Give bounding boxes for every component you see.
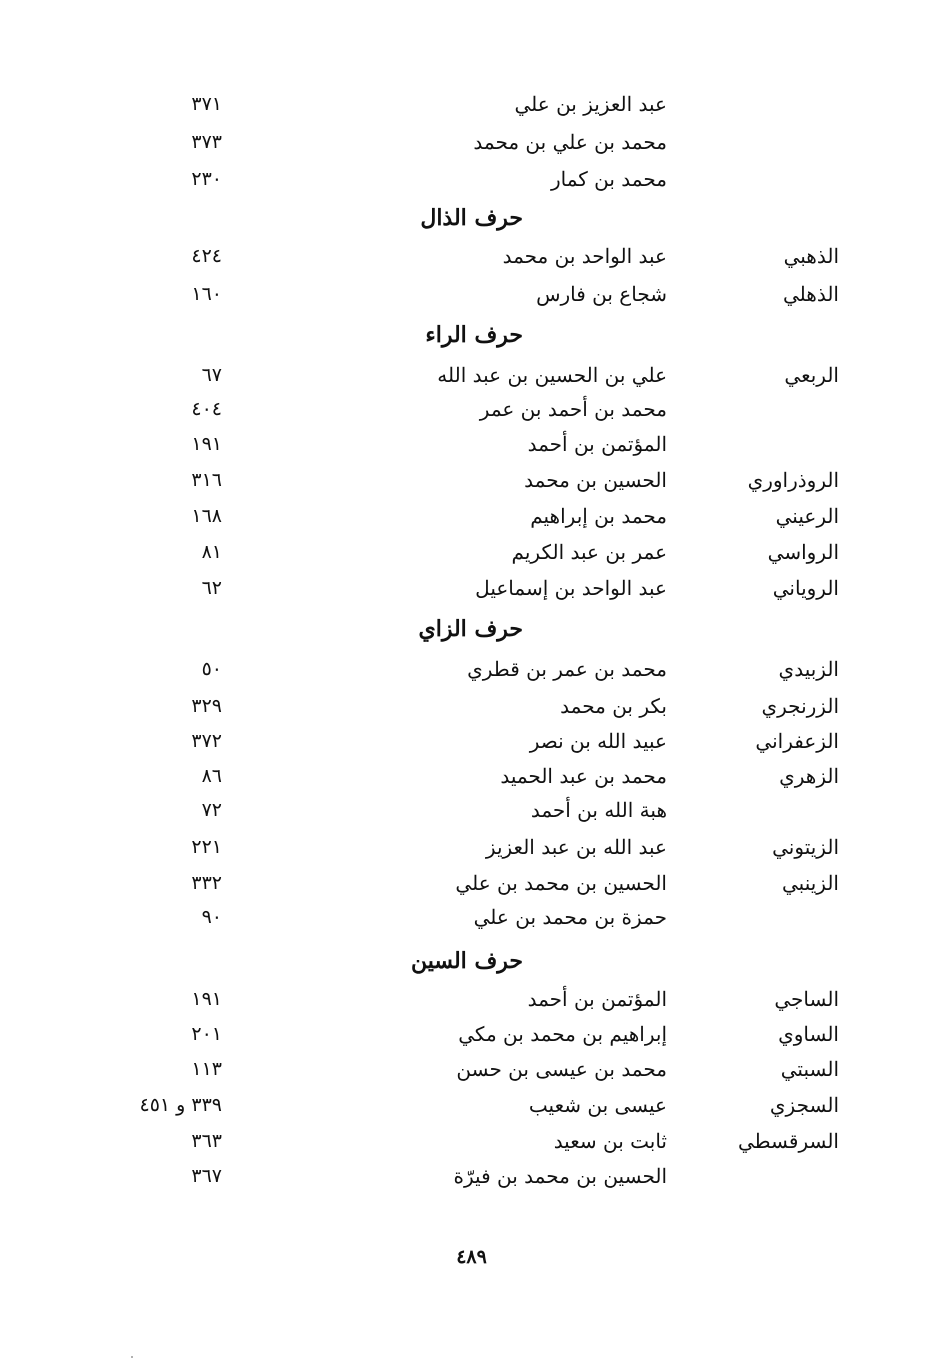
index-entry bbox=[0, 1088, 943, 1122]
index-entry bbox=[0, 239, 943, 273]
entry-page-reference: ٦٧ bbox=[201, 364, 222, 386]
index-entry bbox=[0, 277, 943, 311]
entry-page-reference: ٢٢١ bbox=[191, 836, 222, 858]
entry-nisba: الذهلي bbox=[783, 282, 839, 306]
entry-page-reference: ١٩١ bbox=[191, 433, 222, 455]
entry-page-reference: ٢٠١ bbox=[191, 1023, 222, 1045]
entry-person-name: محمد بن علي بن محمد bbox=[473, 130, 667, 154]
entry-page-reference: ١٩١ bbox=[191, 988, 222, 1010]
entry-page-reference: ٣٧١ bbox=[191, 93, 222, 115]
entry-person-name: الحسين بن محمد بن علي bbox=[455, 871, 667, 895]
entry-person-name: المؤتمن بن أحمد bbox=[527, 432, 667, 456]
entry-page-reference: ٣٣٢ bbox=[191, 872, 222, 894]
entry-page-reference: ٦٢ bbox=[201, 577, 222, 599]
entry-nisba: السبتي bbox=[780, 1057, 839, 1081]
index-entry bbox=[0, 463, 943, 497]
entry-nisba: الروذراوري bbox=[747, 468, 839, 492]
index-entry bbox=[0, 652, 943, 686]
index-entry bbox=[0, 1052, 943, 1086]
entry-page-reference: ٨٦ bbox=[201, 765, 222, 787]
entry-page-reference: ١١٣ bbox=[191, 1058, 222, 1080]
letter-heading-label: حرف الراء bbox=[425, 322, 523, 348]
entry-person-name: هبة الله بن أحمد bbox=[530, 798, 667, 822]
entry-person-name: بكر بن محمد bbox=[560, 694, 667, 718]
scan-speck bbox=[131, 1356, 133, 1358]
entry-nisba: الربعي bbox=[784, 363, 839, 387]
entry-page-reference: ٨١ bbox=[201, 541, 222, 563]
entry-nisba: الزيتوني bbox=[772, 835, 839, 859]
entry-person-name: شجاع بن فارس bbox=[536, 282, 667, 306]
entry-person-name: المؤتمن بن أحمد bbox=[527, 987, 667, 1011]
index-entry bbox=[0, 392, 943, 426]
index-entry bbox=[0, 125, 943, 159]
letter-heading-label: حرف الزاي bbox=[418, 616, 523, 642]
entry-nisba: الساجي bbox=[774, 987, 839, 1011]
index-entry bbox=[0, 1017, 943, 1051]
index-entry bbox=[0, 900, 943, 934]
entry-nisba: الرعيني bbox=[775, 504, 839, 528]
index-entry bbox=[0, 571, 943, 605]
index-entry bbox=[0, 358, 943, 392]
entry-page-reference: ٣٣٩ و ٤٥١ bbox=[139, 1094, 222, 1116]
index-entry bbox=[0, 499, 943, 533]
entry-nisba: الزعفراني bbox=[755, 729, 839, 753]
entry-page-reference: ٣٢٩ bbox=[191, 695, 222, 717]
index-entry bbox=[0, 162, 943, 196]
entry-page-reference: ١٦٠ bbox=[191, 283, 222, 305]
entry-person-name: علي بن الحسين بن عبد الله bbox=[437, 363, 667, 387]
entry-nisba: السجزي bbox=[769, 1093, 839, 1117]
entry-person-name: محمد بن عبد الحميد bbox=[500, 764, 667, 788]
entry-page-reference: ٣٧٢ bbox=[191, 730, 222, 752]
letter-heading bbox=[0, 612, 943, 646]
entry-page-reference: ٤٠٤ bbox=[191, 398, 222, 420]
entry-person-name: حمزة بن محمد بن علي bbox=[473, 905, 667, 929]
entry-person-name: محمد بن إبراهيم bbox=[530, 504, 667, 528]
letter-heading-label: حرف السين bbox=[410, 948, 523, 974]
entry-nisba: الرواسي bbox=[767, 540, 839, 564]
index-entry bbox=[0, 759, 943, 793]
entry-page-reference: ٢٣٠ bbox=[191, 168, 222, 190]
index-entry bbox=[0, 982, 943, 1016]
entry-person-name: محمد بن كمار bbox=[550, 167, 667, 191]
entry-page-reference: ٣٧٣ bbox=[191, 131, 222, 153]
entry-nisba: الزينبي bbox=[782, 871, 839, 895]
entry-person-name: الحسين بن محمد بن فيرّة bbox=[453, 1164, 667, 1188]
entry-nisba: الذهبي bbox=[783, 244, 839, 268]
entry-person-name: عبد العزيز بن علي bbox=[514, 92, 667, 116]
index-entry bbox=[0, 535, 943, 569]
entry-person-name: محمد بن عمر بن قطري bbox=[467, 657, 667, 681]
entry-page-reference: ٤٢٤ bbox=[191, 245, 222, 267]
entry-person-name: ثابت بن سعيد bbox=[553, 1129, 667, 1153]
index-entry bbox=[0, 830, 943, 864]
entry-nisba: الزرنجري bbox=[761, 694, 839, 718]
entry-nisba: الساوي bbox=[778, 1022, 839, 1046]
entry-page-reference: ١٦٨ bbox=[191, 505, 222, 527]
entry-person-name: عيسى بن شعيب bbox=[528, 1093, 667, 1117]
index-entry bbox=[0, 793, 943, 827]
letter-heading bbox=[0, 944, 943, 978]
entry-page-reference: ٧٢ bbox=[201, 799, 222, 821]
entry-nisba: الزهري bbox=[779, 764, 839, 788]
index-entry bbox=[0, 87, 943, 121]
entry-person-name: عبد الله بن عبد العزيز bbox=[485, 835, 667, 859]
index-entry bbox=[0, 866, 943, 900]
index-entry bbox=[0, 1159, 943, 1193]
index-entry bbox=[0, 689, 943, 723]
entry-person-name: عبد الواحد بن إسماعيل bbox=[475, 576, 667, 600]
entry-page-reference: ٣١٦ bbox=[191, 469, 222, 491]
index-entry bbox=[0, 724, 943, 758]
page-number: ٤٨٩ bbox=[456, 1246, 487, 1268]
entry-page-reference: ٣٦٧ bbox=[191, 1165, 222, 1187]
entry-page-reference: ٣٦٣ bbox=[191, 1130, 222, 1152]
entry-person-name: محمد بن أحمد بن عمر bbox=[479, 397, 667, 421]
entry-person-name: عمر بن عبد الكريم bbox=[511, 540, 667, 564]
entry-page-reference: ٥٠ bbox=[201, 658, 222, 680]
entry-person-name: الحسين بن محمد bbox=[524, 468, 667, 492]
entry-person-name: عبد الواحد بن محمد bbox=[502, 244, 667, 268]
index-entry bbox=[0, 427, 943, 461]
letter-heading bbox=[0, 318, 943, 352]
letter-heading-label: حرف الذال bbox=[420, 205, 523, 231]
entry-person-name: إبراهيم بن محمد بن مكي bbox=[458, 1022, 667, 1046]
entry-person-name: عبيد الله بن نصر bbox=[529, 729, 667, 753]
entry-page-reference: ٩٠ bbox=[201, 906, 222, 928]
entry-nisba: الزبيدي bbox=[778, 657, 839, 681]
entry-person-name: محمد بن عيسى بن حسن bbox=[456, 1057, 667, 1081]
letter-heading bbox=[0, 201, 943, 235]
entry-nisba: السرقسطي bbox=[737, 1129, 839, 1153]
index-entry bbox=[0, 1124, 943, 1158]
entry-nisba: الروياني bbox=[772, 576, 839, 600]
